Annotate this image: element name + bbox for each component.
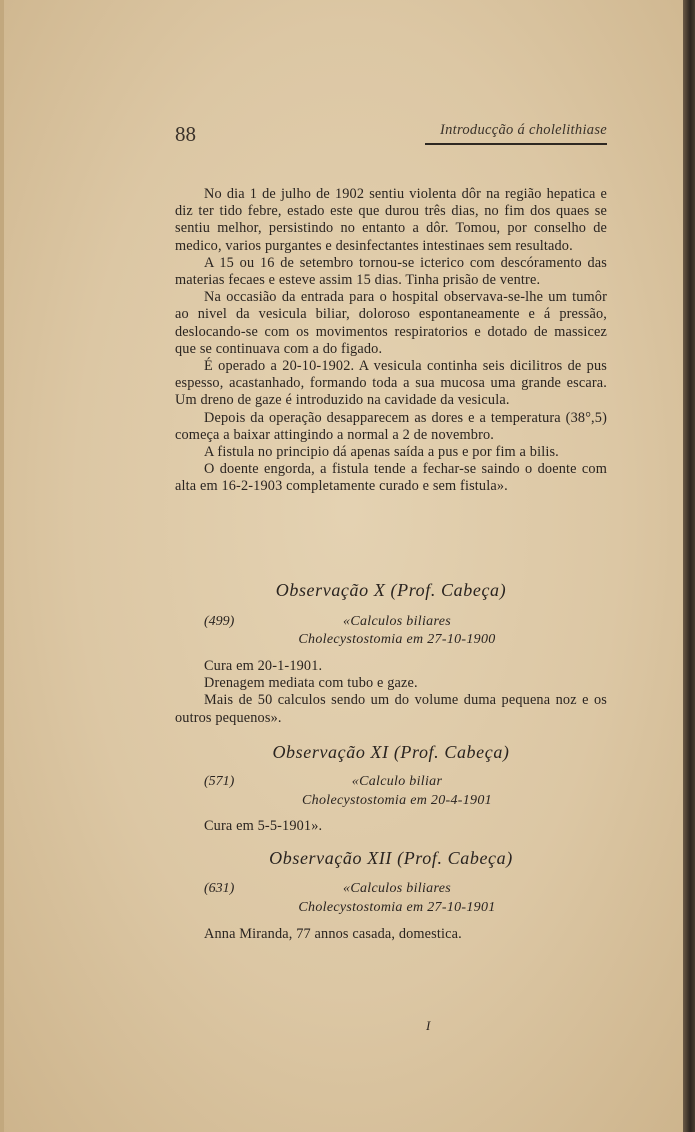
paragraph: Na occasião da entrada para o hospital observava-se-lhe um tumôr ao nivel da vesicula biliar, doloroso espontaneamente e á pressão, deslocando-se com os movimentos respiratorios e dotado de massicez que se continuava com a do figado. [175, 289, 607, 357]
header-rule [425, 143, 607, 145]
case-diagnosis: «Calculos biliares [343, 881, 451, 896]
note-line: Drenagem mediata com tubo e gaze. [204, 675, 418, 692]
paragraph: A 15 ou 16 de setembro tornou-se icterico com descóramento das materias fecaes e esteve assim 15 dias. Tinha prisão de ventre. [175, 254, 607, 289]
observation-title: Observação XII (Prof. Cabeça) [269, 848, 513, 868]
page-left-edge [0, 0, 4, 1132]
case-number: (499) [204, 614, 235, 629]
paragraph: O doente engorda, a fistula tende a fechar-se saindo o doente com alta em 16-2-1903 completamente curado e sem fistula». [175, 461, 607, 495]
page-number: 88 [175, 122, 196, 146]
case-operation: Cholecystostomia em 20-4-1901 [302, 793, 492, 808]
case-number: (631) [204, 881, 235, 896]
signature-mark: I [426, 1018, 431, 1033]
note-line: Anna Miranda, 77 annos casada, domestica. [204, 926, 462, 942]
note-line: Cura em 5-5-1901». [204, 818, 323, 834]
case-number: (571) [204, 774, 235, 789]
case-operation: Cholecystostomia em 27-10-1900 [298, 632, 496, 647]
paragraph: É operado a 20-10-1902. A vesicula continha seis dicilitros de pus espesso, acastanhado, formando toda a sua mucosa uma grande escara. Um dreno de gaze é introduzido na cavidade da vesicula. [175, 358, 607, 409]
note-line: Cura em 20-1-1901. [204, 658, 323, 674]
paragraph: A fistula no principio dá apenas saída a pus e por fim a bilis. [204, 444, 559, 461]
note-line: Mais de 50 calculos sendo um do volume duma pequena noz e os outros pequenos». [175, 692, 607, 726]
observation-notes [175, 926, 607, 943]
observation-notes [175, 658, 607, 727]
case-diagnosis: «Calculo biliar [351, 774, 443, 789]
running-title: Introducção á cholelithiase [439, 122, 607, 138]
case-diagnosis: «Calculos biliares [343, 614, 451, 629]
book-spine-edge [683, 0, 695, 1132]
observation-title: Observação X (Prof. Cabeça) [275, 580, 507, 600]
case-operation: Cholecystostomia em 27-10-1901 [298, 900, 496, 915]
paragraph: Depois da operação desapparecem as dores e a temperatura (38°,5) começa a baixar attingindo a normal a 2 de novembro. [175, 409, 607, 443]
page-header [175, 118, 607, 148]
observation-notes [175, 818, 607, 835]
paragraph: No dia 1 de julho de 1902 sentiu violenta dôr na região hepatica e diz ter tido febre, estado este que durou três dias, no fim dos quaes se sentiu melhor, persistindo no entanto a dôr. Tomou, por conselho de medico, varios purgantes e desinfectantes intestinaes sem resultado. [175, 186, 607, 254]
observation-title: Observação XI (Prof. Cabeça) [272, 742, 510, 762]
case-narrative [175, 186, 607, 496]
